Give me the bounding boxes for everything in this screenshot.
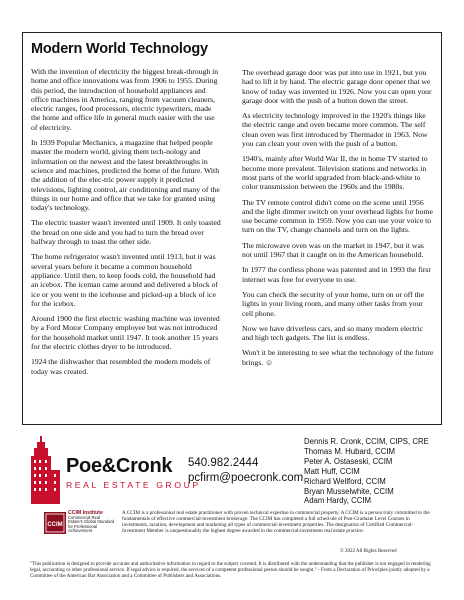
company-logo-subtitle: REAL ESTATE GROUP [66, 480, 201, 490]
ccim-institute-label [68, 511, 116, 534]
contact-phone[interactable]: 540.982.2444 [188, 457, 259, 469]
article-title: Modern World Technology [31, 41, 208, 57]
paragraph: The microwave oven was on the market in 1947, but it was not until 1967 that it caught on in the American household. [242, 240, 424, 260]
ccim-description-text: A CCIM is a professional real estate practitioner with proven technical expertise in commercial property. A CCIM is a person truly committed to the fundamentals of effective commercial-investment brokerage. The CCIM has completed a full sched-ule of Post-Graduate Level Courses in investments, taxation, development and marketing all types of commercial-investment properties. The designation of Certified Commercial-Investment Member is unquestionably the highest degree awarded in the commercial-investment real estate practice. [122, 510, 430, 535]
article-right-column [242, 68, 435, 373]
agent-list [304, 437, 429, 506]
paragraph: With the invention of electricity the biggest break-through in home and office innovations was from 1906 to 1955. During this period, the introduction of household appliances and office machines in America, ranging from vacuum cleaners, electric ranges, food processors, electric typewriters, made the home and office life in general much easier with the use of electricity. [31, 67, 219, 132]
paragraph: In 1939 Popular Mechanics, a magazine that helped people master the modern world, giving them tech-nology and information on the newest and the latest breakthroughs in science and machines, predicted the home of the future. With the addition of the elec-tric power supply it predicted televisions, lighting control, air conditioning and many of the things in our home and office that we take for granted using today's technology. [31, 138, 220, 213]
agent-name: Thomas M. Hubard, CCIM [304, 446, 395, 456]
paragraph: You can check the security of your home, turn on or off the lights in your living room, and many other tasks from your cell phone. [242, 289, 425, 318]
article-left-column [31, 67, 221, 382]
paragraph: Won't it be interesting to see what the technology of the future brings. ☺ [242, 348, 434, 367]
agent-name: Richard Wellford, CCIM [304, 476, 386, 486]
agent-name: Adam Hardy, CCIM [304, 496, 372, 506]
paragraph: 1924 the dishwasher that resembled the modern models of today was created. [31, 357, 211, 376]
paragraph: The overhead garage door was put into use in 1921, but you had to lift it by hand. The electric garage door opener that we know of today was invented in 1926. Now you can open your garage door with the push of a button down the street. [242, 68, 432, 105]
ccim-logo-text: CCIM [47, 522, 63, 528]
article-box [22, 32, 442, 425]
paragraph: In 1977 the cordless phone was patented and in 1993 the first internet was free for everyone to use. [242, 265, 431, 284]
building-logo-icon [28, 436, 62, 504]
agent-name: Peter A. Ostaseski, CCIM [304, 456, 393, 466]
ccim-institute-name: CCIM Institute [68, 510, 103, 516]
paragraph: Now we have driverless cars, and so many modern electric and high tech gadgets. The list is endless. [242, 323, 424, 343]
paragraph: The home refrigerator wasn't invented until 1913, but it was several years before it became a common household appliance. Until then, to keep foods cold, the household had an icebox. The iceman came around and delivered a block of ice or you went to the icehouse and picked-up a block of ice for the icebox. [31, 252, 219, 308]
paragraph: As electricity technology improved in the 1920's things like the electric range and oven became more common. The self clean oven was first introduced by Thermador in 1963. Now you can clean your oven with the push of a button. [242, 111, 428, 149]
copyright-notice: © 2022 All Rights Reserved [340, 549, 397, 554]
agent-name: Matt Huff, CCIM [304, 466, 360, 476]
paragraph: The electric toaster wasn't invented until 1909. It only toasted the bread on one side and you had to turn the bread over halfway through to toast the other side. [31, 218, 221, 247]
paragraph: Around 1900 the first electric washing machine was invented by a Ford Motor Company employee but was not introduced for the household market until 1947. It took another 15 years for the electric clothes dryer to be introduced. [31, 314, 220, 352]
contact-email[interactable]: pcfirm@poecronk.com [188, 472, 304, 484]
paragraph: 1940's, mainly after World War II, the in home TV started to become more prevalent. Television stations and networks in most parts of the world upgraded from black-and-white to color transmission between the 1960s and the 1980s. [242, 154, 428, 192]
paragraph: The TV remote control didn't come on the scene until 1956 and the light dimmer switch on your overhead lights for home use became common in 1959. Now you can use your voice to turn on the TV, change channels and turn on the lights. [242, 197, 433, 235]
agent-name: Dennis R. Cronk, CCIM, CIPS, CRE [304, 437, 429, 446]
agent-name: Bryan Musselwhite, CCIM [304, 486, 394, 496]
legal-disclaimer: "This publication is designed to provide accurate and authoritative information in regard to the subject covered. It is distributed with the understanding that the publisher is not engaged in rendering legal, accounting or other professional service. If legal advice is required, the services of a competent professional person should be sought." - From a Declaration of Principles jointly adopted by a Committee of the American Bar Association and a Committee of Publishers and Associations. [30, 561, 431, 579]
ccim-description [122, 510, 430, 534]
ccim-logo-icon [44, 512, 66, 534]
company-logo-name: Poe&Cronk [66, 455, 173, 477]
ccim-institute-tagline: Commercial Real Estate's Global Standard for Professional Achievement [68, 514, 115, 534]
